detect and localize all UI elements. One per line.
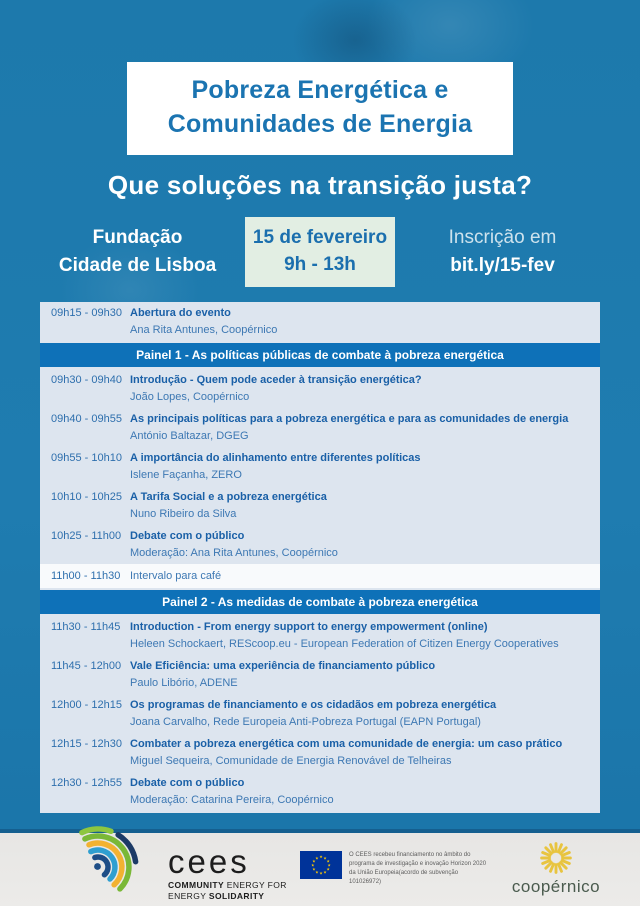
session-speaker: Moderação: Ana Rita Antunes, Coopérnico: [130, 547, 338, 559]
svg-text:★: ★: [315, 855, 319, 861]
break-row: [40, 564, 600, 588]
session-title: Introduction - From energy support to energy empowerment (online): [130, 621, 488, 633]
venue: [40, 224, 235, 279]
svg-text:★: ★: [323, 869, 327, 875]
break-title: Intervalo para café: [130, 570, 222, 582]
event-time: 9h - 13h: [284, 253, 356, 275]
schedule-row: [40, 447, 600, 486]
session-speaker: Joana Carvalho, Rede Europeia Anti-Pobreza Portugal (EAPN Portugal): [130, 716, 481, 728]
svg-text:★: ★: [323, 855, 327, 861]
session-title: Os programas de financiamento e os cidadãos em pobreza energética: [130, 699, 497, 711]
venue-line2: Cidade de Lisboa: [58, 255, 217, 276]
cees-tagline2-bold: SOLIDARITY: [208, 890, 265, 901]
schedule-row: [40, 369, 600, 408]
footer-logo-band: [0, 829, 640, 906]
session-title: Debate com o público: [130, 530, 245, 542]
break-time: 11h00 - 11h30: [51, 570, 121, 582]
session-title: Introdução - Quem pode aceder à transição energética?: [130, 374, 422, 386]
coopernico-logo: [498, 841, 614, 897]
schedule-row: [40, 616, 600, 655]
coopernico-wordmark: coopérnico: [511, 877, 601, 896]
session-speaker: António Baltazar, DGEG: [130, 430, 249, 442]
page-title-line2: Comunidades de Energia: [167, 109, 473, 138]
session-speaker: João Lopes, Coopérnico: [130, 391, 250, 403]
svg-text:★: ★: [312, 866, 316, 872]
coopernico-sun-icon: [539, 841, 573, 875]
svg-text:★: ★: [326, 858, 330, 864]
session-speaker: Nuno Ribeiro da Silva: [130, 508, 237, 520]
title-box: [127, 62, 513, 155]
eu-funding-text: O CEES recebeu financiamento no âmbito do programa de investigação e inovação Horizon 2020 da União Europeia(acordo de subvenção 101026972): [349, 852, 487, 885]
session-time: 09h30 - 09h40: [51, 374, 122, 386]
session-speaker: Ana Rita Antunes, Coopérnico: [130, 324, 278, 336]
svg-text:★: ★: [326, 866, 330, 872]
session-speaker: Heleen Schockaert, REScoop.eu - European Federation of Citizen Energy Cooperatives: [130, 638, 559, 650]
cees-wordmark: cees: [168, 843, 250, 880]
session-title: As principais políticas para a pobreza energética e para as comunidades de energia: [130, 413, 569, 425]
schedule-panel: [40, 302, 600, 813]
session-speaker: Moderação: Catarina Pereira, Coopérnico: [130, 794, 334, 806]
event-date: 15 de fevereiro: [252, 226, 388, 248]
page-subtitle: Que soluções na transição justa?: [107, 170, 533, 200]
cees-logo-text: [168, 843, 287, 901]
cees-tagline2-rest: ENERGY: [168, 890, 209, 901]
session-time: 09h40 - 09h55: [51, 413, 122, 425]
session-speaker: Miguel Sequeira, Comunidade de Energia Renovável de Telheiras: [130, 755, 452, 767]
schedule-row: [40, 302, 600, 341]
schedule-row: [40, 486, 600, 525]
cees-tagline1-rest: ENERGY FOR: [224, 880, 287, 890]
session-time: 10h10 - 10h25: [51, 491, 122, 503]
session-title: Combater a pobreza energética com uma comunidade de energia: um caso prático: [130, 738, 563, 750]
cees-tagline1-bold: COMMUNITY: [168, 880, 225, 890]
panel-header-2: Painel 2 - As medidas de combate à pobreza energética: [40, 590, 600, 614]
session-speaker: Paulo Libório, ADENE: [130, 677, 238, 689]
venue-line1: Fundação: [92, 227, 183, 249]
svg-text:★: ★: [319, 870, 323, 876]
session-title: Vale Eficiência: uma experiência de financiamento público: [130, 660, 436, 672]
session-title: A Tarifa Social e a pobreza energética: [130, 491, 327, 503]
schedule-row: [40, 408, 600, 447]
svg-text:★: ★: [327, 862, 331, 868]
schedule-row: [40, 694, 600, 733]
session-time: 11h45 - 12h00: [51, 660, 122, 672]
eu-flag-icon: [300, 851, 342, 879]
cees-waves-icon: [52, 817, 164, 906]
svg-text:★: ★: [319, 854, 323, 860]
schedule-row: [40, 655, 600, 694]
panel-header-1: Painel 1 - As políticas públicas de combate à pobreza energética: [40, 343, 600, 367]
session-title: Debate com o público: [130, 777, 245, 789]
session-title: A importância do alinhamento entre diferentes políticas: [130, 452, 421, 464]
registration: [405, 224, 600, 279]
cees-tagline: [168, 880, 287, 901]
session-time: 10h25 - 11h00: [51, 530, 122, 542]
registration-link[interactable]: bit.ly/15-fev: [450, 255, 555, 276]
session-speaker: Islene Façanha, ZERO: [130, 469, 242, 481]
registration-label: Inscrição em: [448, 227, 557, 249]
schedule-row: [40, 525, 600, 564]
session-title: Abertura do evento: [130, 307, 231, 319]
page-title-line1: Pobreza Energética e: [191, 76, 449, 104]
svg-text:★: ★: [311, 862, 315, 868]
eu-funding-block: [300, 851, 491, 887]
event-info-row: [40, 216, 600, 288]
schedule-row: [40, 772, 600, 811]
session-time: 12h15 - 12h30: [51, 738, 122, 750]
session-time: 12h00 - 12h15: [51, 699, 122, 711]
session-time: 09h55 - 10h10: [51, 452, 122, 464]
date-box: [245, 217, 395, 287]
schedule-row: [40, 733, 600, 772]
session-time: 12h30 - 12h55: [51, 777, 122, 789]
svg-text:★: ★: [315, 869, 319, 875]
svg-text:★: ★: [312, 858, 316, 864]
session-time: 11h30 - 11h45: [51, 621, 121, 633]
session-time: 09h15 - 09h30: [51, 307, 122, 319]
